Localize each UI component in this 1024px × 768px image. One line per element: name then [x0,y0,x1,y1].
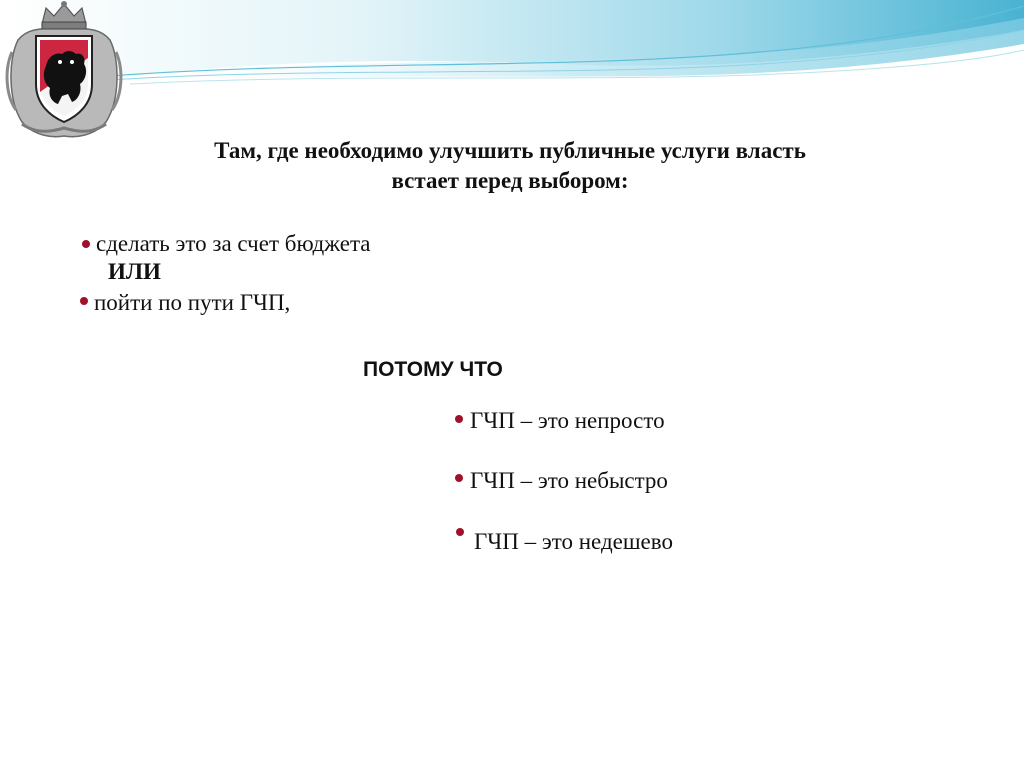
bullet-dot [456,528,464,536]
reason-item: ГЧП – это недешево [474,529,673,554]
bullet-dot [80,297,88,305]
bullet-dot [455,474,463,482]
option-ppp: пойти по пути ГЧП, [94,290,291,315]
because-label: ПОТОМУ ЧТО [363,358,503,381]
slide-title-line-1: Там, где необходимо улучшить публичные услуги власть [214,138,806,163]
bullet-dot [82,240,90,248]
option-budget: сделать это за счет бюджета [96,231,371,256]
header-wave-decoration [0,0,1024,110]
or-label: ИЛИ [108,259,161,284]
slide-title-line-2: встает перед выбором: [391,168,629,193]
bullet-dot [455,415,463,423]
reason-item: ГЧП – это небыстро [470,468,668,493]
coat-of-arms-emblem [2,0,126,140]
reason-item: ГЧП – это непросто [470,408,665,433]
